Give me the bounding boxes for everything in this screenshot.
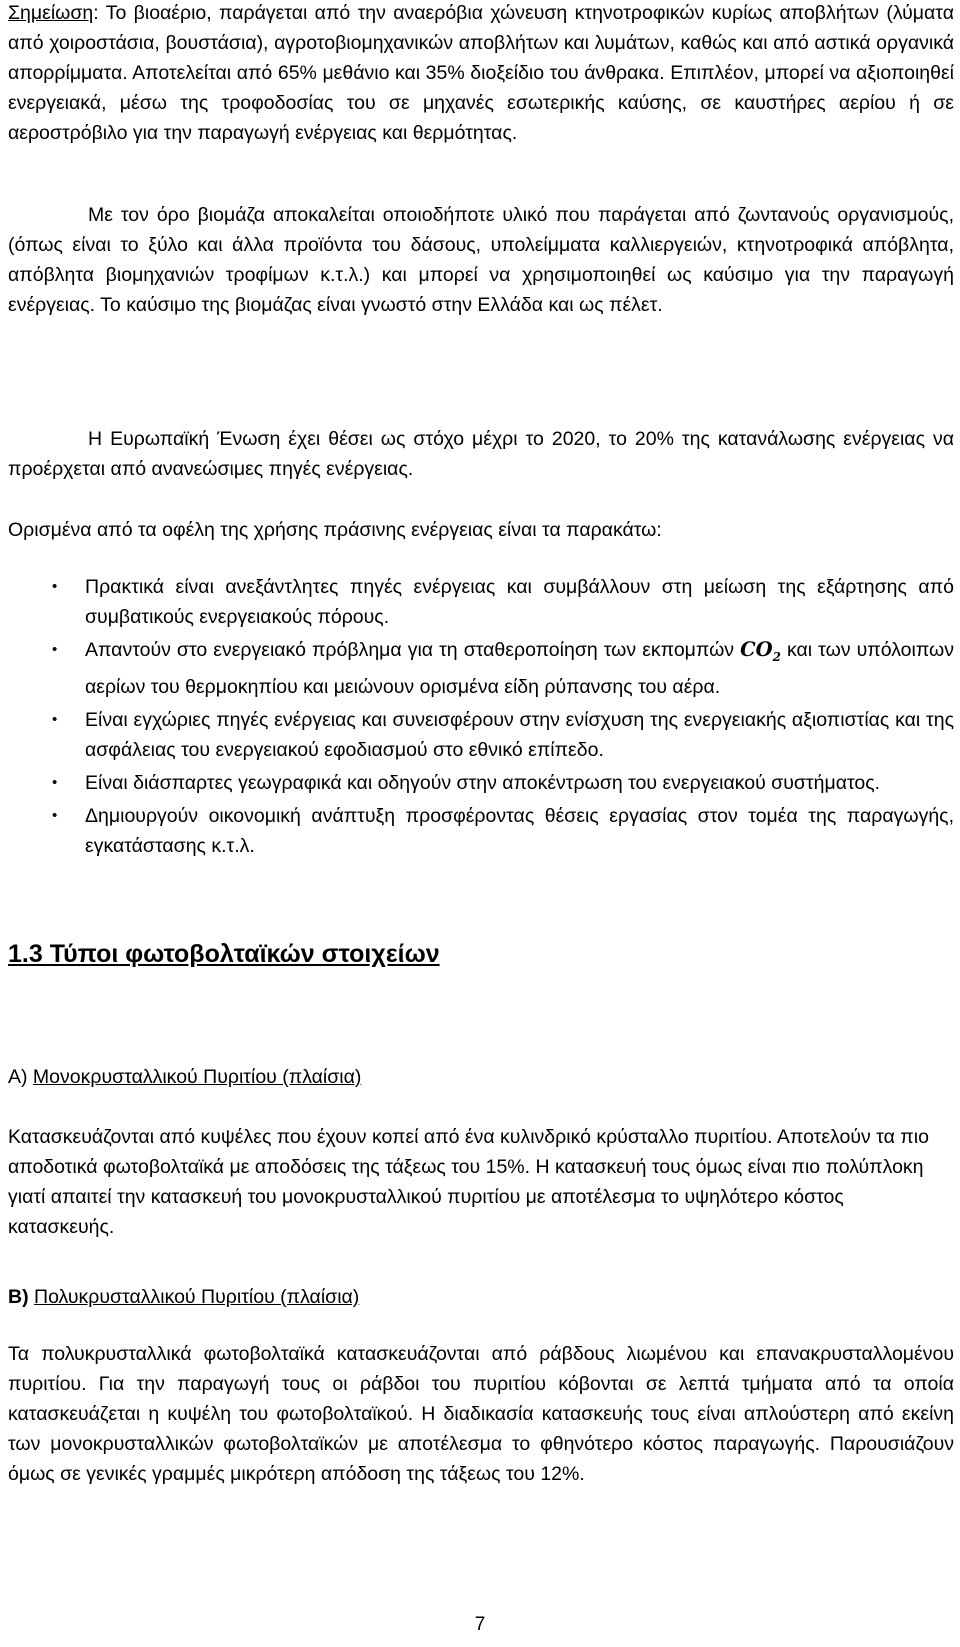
bullet-icon: • [52, 773, 58, 791]
polycrystalline-paragraph: Τα πολυκρυσταλλικά φωτοβολταϊκά κατασκευάζονται από ράβδους λιωμένου και επανακρυσταλλομένου πυριτίου. Για την παραγωγή τους οι ράβδοι του πυριτίου κόβονται σε λεπτά τμήματα από τα οποία κατασκευάζεται η κυψέλη του φωτοβολταϊκού. Η διαδικασία κατασκευής τους είναι απλούστερη από εκείνη των μονοκρυσταλλικών φωτοβολταϊκών με αποτέλεσμα το φθηνότερο κόστος παραγωγής. Παρουσιάζουν όμως σε γενικές γραμμές μικρότερη απόδοση της τάξεως του 12%. [8, 1343, 954, 1485]
subsection-a-prefix: Α) [8, 1066, 33, 1088]
list-item [0, 572, 954, 632]
note-label: Σημείωση [8, 2, 94, 24]
subsection-b-prefix: Β) [8, 1286, 29, 1308]
eu-target-paragraph: Η Ευρωπαϊκή Ένωση έχει θέσει ως στόχο μέχρι το 2020, το 20% της κατανάλωσης ενέργειας να προέρχεται από ανανεώσιμες πηγές ενέργειας. [8, 428, 954, 480]
page-number: 7 [474, 1614, 486, 1635]
subsection-a-title: Μονοκρυσταλλικού Πυριτίου (πλαίσια) [32, 1066, 362, 1088]
list-item [0, 705, 954, 765]
note-text: : Το βιοαέριο, παράγεται από την αναερόβια χώνευση κτηνοτροφικών κυρίως αποβλήτων (λύματα από χοιροστάσια, βουστάσια), αγροτοβιομηχανικών αποβλήτων και λυμάτων, καθώς και από αστικά οργανικά απορρίμματα. Αποτελείται από 65% μεθάνιο και 35% διοξείδιο του άνθρακα. Επιπλέον, μπορεί να αξιοποιηθεί ενεργειακά, μέσω της τροφοδοσίας του σε μηχανές εσωτερικής καύσης, σε καυστήρες αερίου ή σε αεροστρόβιλο για την παραγωγή ενέργειας και θερμότητας. [8, 2, 954, 144]
monocrystalline-paragraph: Κατασκευάζονται από κυψέλες που έχουν κοπεί από ένα κυλινδρικό κρύσταλλο πυριτίου. Αποτελούν τα πιο αποδοτικά φωτοβολταϊκά με αποδόσεις της τάξεως του 15%. Η κατασκευή τους όμως είναι πιο πολύπλοκη γιατί απαιτεί την κατασκευή του μονοκρυσταλλικού πυριτίου με αποτέλεσμα το υψηλότερο κόστος κατασκευής. [8, 1126, 929, 1238]
benefit-text: Δημιουργούν οικονομική ανάπτυξη προσφέροντας θέσεις εργασίας στον τομέα της παραγωγής, εγκατάστασης κ.τ.λ. [85, 804, 954, 857]
benefit-text: Είναι διάσπαρτες γεωγραφικά και οδηγούν στην αποκέντρωση του ενεργειακού συστήματος. [85, 771, 881, 794]
benefit-text-end: και των υπόλοιπων αερίων του θερμοκηπίου και μειώνουν ορισμένα είδη ρύπανσης του αέρα. [85, 639, 954, 698]
bullet-icon: • [52, 806, 58, 824]
benefit-text: Πρακτικά είναι ανεξάντλητες πηγές ενέργειας και συμβάλλουν στη μείωση της εξάρτησης από συμβατικούς ενεργειακούς πόρους. [85, 576, 954, 628]
subsection-a-heading [8, 1062, 361, 1092]
benefit-text: Είναι εγχώριες πηγές ενέργειας και συνεισφέρουν στην ενίσχυση της ενεργειακής αξιοπιστίας και της ασφάλειας του ενεργειακού εφοδιασμού στο εθνικό επίπεδο. [85, 708, 954, 761]
benefits-intro: Ορισμένα από τα οφέλη της χρήσης πράσινης ενέργειας είναι τα παρακάτω: [8, 519, 662, 541]
bullet-icon: • [52, 710, 58, 728]
section-title: 1.3 Τύποι φωτοβολταϊκών στοιχείων [8, 940, 440, 968]
co2-formula: $CO_2$ [740, 638, 781, 664]
list-item [0, 635, 954, 702]
list-item [0, 768, 954, 798]
benefits-list [0, 572, 954, 861]
benefit-text-start: Απαντούν στο ενεργειακό πρόβλημα για τη σταθεροποίηση των εκπομπών [85, 639, 741, 661]
biogas-note [8, 0, 954, 148]
list-item [0, 801, 954, 861]
subsection-b-heading [8, 1282, 359, 1312]
bullet-icon: • [52, 641, 58, 658]
bullet-icon: • [52, 578, 58, 595]
subsection-b-title: Πολυκρυσταλλικού Πυριτίου (πλαίσια) [34, 1286, 360, 1308]
biomass-paragraph: Με τον όρο βιομάζα αποκαλείται οποιοδήποτε υλικό που παράγεται από ζωντανούς οργανισμούς, (όπως είναι το ξύλο και άλλα προϊόντα του δάσους, υπολείμματα καλλιεργειών, κτηνοτροφικά απόβλητα, απόβλητα βιομηχανιών τροφίμων κ.τ.λ.) και μπορεί να χρησιμοποιηθεί ως καύσιμο για την παραγωγή ενέργειας. Το καύσιμο της βιομάζας είναι γνωστό στην Ελλάδα και ως πέλετ. [8, 204, 954, 316]
